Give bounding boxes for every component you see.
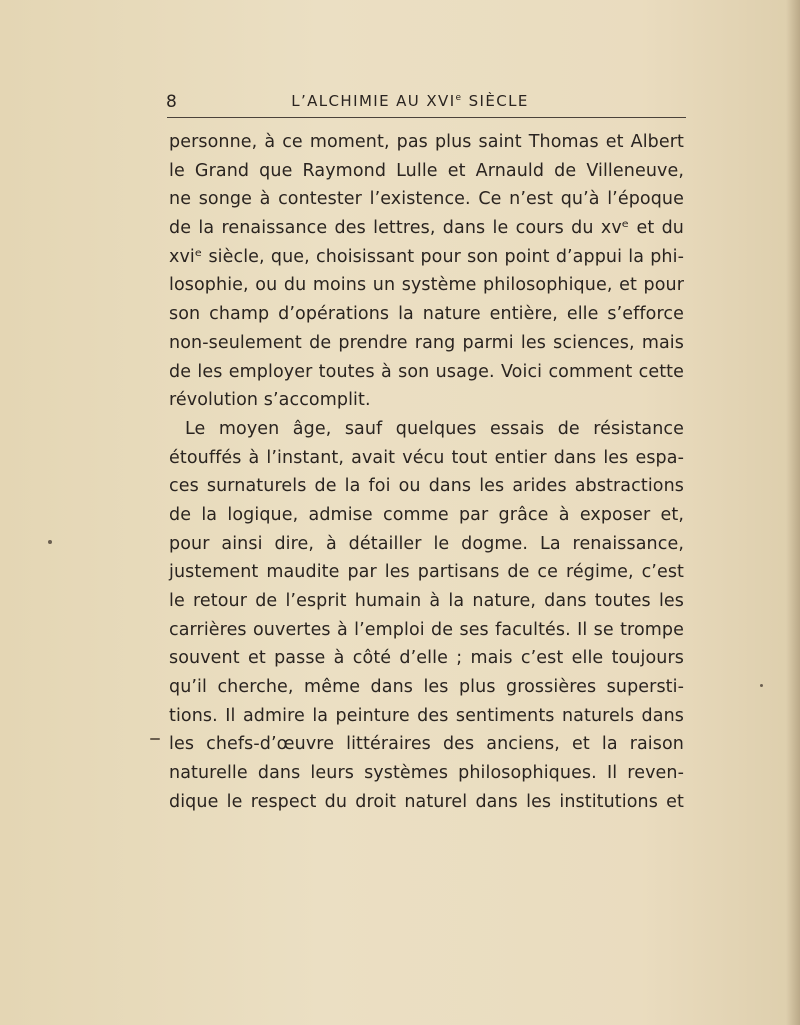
text-line: les chefs-d’œuvre littéraires des anciens, et la raison <box>169 734 684 755</box>
text-line: ne songe à contester l’existence. Ce n’est qu’à l’époque <box>169 189 684 210</box>
text-line: justement maudite par les partisans de ce régime, c’est <box>169 562 684 583</box>
text-line: de la renaissance des lettres, dans le cours du xvᵉ et du <box>169 218 684 239</box>
text-line: carrières ouvertes à l’emploi de ses facultés. Il se trompe <box>169 619 684 640</box>
text-line: pour ainsi dire, à détailler le dogme. La renaissance, <box>169 533 684 554</box>
running-title-superscript: e <box>455 93 463 103</box>
text-line: losophie, ou du moins un système philosophique, et pour <box>169 275 684 296</box>
text-line: souvent et passe à côté d’elle ; mais c’est elle toujours <box>169 648 684 669</box>
text-line: xviᵉ siècle, que, choisissant pour son point d’appui la phi- <box>169 246 684 267</box>
text-line: ces surnaturels de la foi ou dans les arides abstractions <box>169 476 684 497</box>
text-line: révolution s’accomplit. <box>169 390 371 411</box>
text-line: étouffés à l’instant, avait vécu tout entier dans les espa- <box>169 447 684 468</box>
text-line: Le moyen âge, sauf quelques essais de résistance <box>185 418 684 439</box>
text-line: le retour de l’esprit humain à la nature, dans toutes les <box>169 591 684 611</box>
text-line: qu’il cherche, même dans les plus grossières supersti- <box>169 677 684 698</box>
paper-speck <box>150 738 160 740</box>
paper-speck <box>48 540 52 544</box>
paper-speck <box>760 684 763 687</box>
running-title-text: L’ALCHIMIE AU XVI <box>291 92 456 110</box>
text-line: tions. Il admire la peinture des sentiments naturels dans <box>169 705 684 726</box>
text-line: non-seulement de prendre rang parmi les sciences, mais <box>169 332 684 353</box>
header-rule <box>167 117 686 118</box>
text-line: de les employer toutes à son usage. Voici comment cette <box>169 361 684 382</box>
text-line: dique le respect du droit naturel dans les institutions et <box>169 791 684 812</box>
text-line: de la logique, admise comme par grâce à exposer et, <box>169 504 684 525</box>
running-title <box>0 92 800 110</box>
text-line: son champ d’opérations la nature entière, elle s’efforce <box>169 304 684 325</box>
page-edge-shadow <box>786 0 800 1025</box>
text-line: naturelle dans leurs systèmes philosophiques. Il reven- <box>169 763 684 784</box>
running-title-end: SIÈCLE <box>462 92 529 110</box>
text-line: le Grand que Raymond Lulle et Arnauld de Villeneuve, <box>169 160 684 181</box>
body-text <box>169 128 684 817</box>
text-line: personne, à ce moment, pas plus saint Thomas et Albert <box>169 132 684 152</box>
page-number: 8 <box>166 92 178 112</box>
